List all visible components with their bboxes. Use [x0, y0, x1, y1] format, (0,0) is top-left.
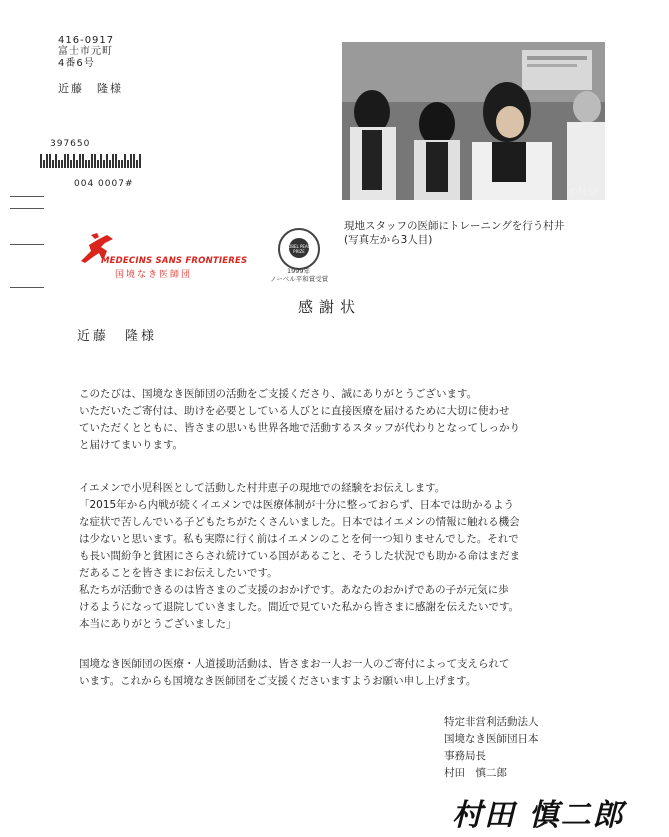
paragraph-line: は少ないと思います。私も実際に行く前はイエメンのことを何一つ知りませんでした。それで — [79, 533, 519, 545]
paragraph-line: と届けてまいります。 — [79, 439, 184, 451]
barcode-bar — [82, 154, 84, 168]
address-line-1: 富士市元町 — [58, 46, 113, 57]
handwritten-signature: 村田 慎二郎 — [452, 798, 625, 833]
nobel-seal-icon — [278, 228, 320, 270]
photo-caption-bg — [342, 200, 605, 220]
barcode-bar — [118, 160, 120, 168]
serial-number: 397650 — [50, 139, 91, 149]
edge-mark — [10, 208, 44, 209]
paragraph-3 — [79, 656, 619, 690]
signature-line-3: 事務局長 — [444, 750, 486, 762]
nobel-seal-text: NOBEL PEACE PRIZE — [285, 244, 313, 254]
paragraph-line: このたびは、国境なき医師団の活動をご支援くださり、誠にありがとうございます。 — [79, 388, 478, 400]
field-photo — [342, 42, 605, 220]
postal-barcode — [40, 154, 141, 168]
barcode-bar — [103, 160, 105, 168]
paragraph-1 — [79, 386, 619, 454]
barcode-bar — [73, 154, 75, 168]
signature-line-4: 村田 慎二郎 — [444, 767, 507, 779]
edge-mark — [10, 287, 44, 288]
barcode-bar — [52, 160, 54, 168]
msf-name-jp: 国境なき医師団 — [115, 270, 193, 280]
barcode-bar — [133, 154, 135, 168]
barcode-bar — [88, 160, 90, 168]
msf-name-en: MEDECINS SANS FRONTIERES — [101, 256, 248, 266]
barcode-bar — [97, 160, 99, 168]
barcode-bar — [58, 160, 60, 168]
envelope-recipient: 近藤 隆様 — [58, 82, 123, 95]
photo-caption-line-2: (写真左から3人目) — [344, 234, 433, 246]
signature-block — [444, 714, 539, 782]
barcode-bar — [70, 160, 72, 168]
paragraph-line: ていただくとともに、皆さまの思いも世界各地で活動するスタッフが代わりとなってしっかり — [79, 422, 520, 434]
nobel-year: 1999年 — [287, 267, 311, 275]
photo-caption-line-1: 現地スタッフの医師にトレーニングを行う村井 — [344, 220, 565, 232]
barcode-bar — [43, 160, 45, 168]
barcode-bar — [136, 160, 138, 168]
barcode-bar — [85, 160, 87, 168]
barcode-bar — [127, 160, 129, 168]
barcode-bar — [94, 154, 96, 168]
barcode-bar — [106, 154, 108, 168]
barcode-bar — [76, 160, 78, 168]
barcode-bar — [46, 154, 48, 168]
barcode-bar — [115, 154, 117, 168]
barcode-bar — [124, 154, 126, 168]
paragraph-line: 「2015年から内戦が続くイエメンでは医療体制が十分に整っておらず、日本では助かるよう — [79, 499, 514, 511]
nobel-label: ノーベル平和賞受賞 — [270, 275, 329, 283]
barcode-bar — [121, 160, 123, 168]
paragraph-line: イエメンで小児科医として活動した村井恵子の現地での経験をお伝えします。 — [79, 482, 446, 494]
barcode-bar — [64, 154, 66, 168]
barcode-bar — [130, 154, 132, 168]
paragraph-line: な症状で苦しんでいる子どもたちがたくさんいました。日本ではイエメンの情報に触れる機会 — [79, 516, 520, 528]
barcode-bar — [100, 154, 102, 168]
photo-credit: ©MSF — [568, 187, 599, 198]
paragraph-line: けるようになって退院していきました。間近で見ていた私から皆さまに感謝を伝えたいです。 — [79, 601, 520, 613]
barcode-bar — [67, 154, 69, 168]
signature-line-2: 国境なき医師団日本 — [444, 733, 539, 745]
photo-scene — [342, 42, 605, 220]
msf-logo — [77, 231, 247, 281]
edge-mark — [10, 196, 44, 197]
barcode-bar — [109, 160, 111, 168]
paragraph-line: 私たちが活動できるのは皆さまのご支援のおかげです。あなたのおかげであの子が元気に歩 — [79, 584, 509, 596]
barcode-bar — [91, 154, 93, 168]
letter-title: 感謝状 — [298, 298, 362, 316]
barcode-bar — [139, 154, 141, 168]
paragraph-line: 本当にありがとうございました」 — [79, 618, 237, 630]
paragraph-line: 国境なき医師団の医療・人道援助活動は、皆さまお一人お一人のご寄付によって支えられて — [79, 658, 510, 670]
letter-recipient: 近藤 隆様 — [77, 329, 158, 344]
barcode-bar — [112, 154, 114, 168]
edge-mark — [10, 244, 44, 245]
paragraph-2 — [79, 480, 619, 633]
paragraph-line: いただいたご寄付は、助けを必要としている人びとに直接医療を届けるために大切に使わせ — [79, 405, 510, 417]
barcode-bar — [61, 160, 63, 168]
barcode-bar — [49, 154, 51, 168]
paragraph-line: います。これからも国境なき医師団をご支援くださいますようお願い申し上げます。 — [79, 675, 477, 687]
signature-line-1: 特定非営利活動法人 — [444, 716, 539, 728]
barcode-bar — [40, 154, 42, 168]
address-line-2: 4番6号 — [58, 58, 95, 69]
postal-code: 416-0917 — [58, 35, 115, 46]
barcode-bar — [55, 154, 57, 168]
paragraph-line: だあることを皆さまにお伝えしたいです。 — [79, 567, 278, 579]
paragraph-line: も長い間紛争と貧困にさらされ続けている国があること、そうした状況でも助かる命はまだま — [79, 550, 520, 562]
customer-code: 004 0007# — [74, 179, 134, 189]
barcode-bar — [79, 154, 81, 168]
